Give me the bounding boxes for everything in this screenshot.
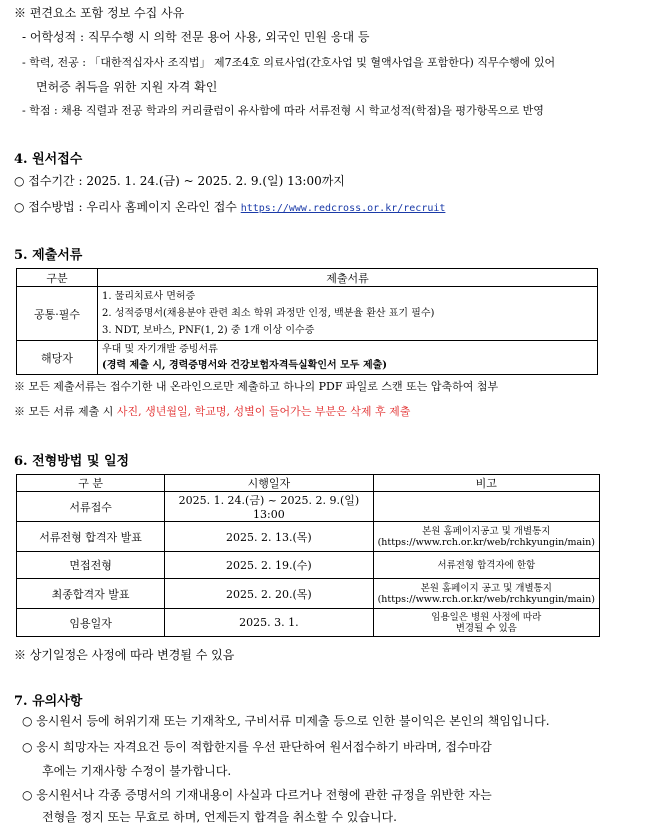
table-row — [17, 579, 600, 609]
doc-category: 해당자 — [17, 341, 98, 375]
schedule-stage: 서류접수 — [17, 492, 165, 522]
recruit-link[interactable]: https://www.redcross.or.kr/recruit — [240, 203, 446, 214]
application-period: ○ 접수기간 : 2025. 1. 24.(금) ~ 2025. 2. 9.(일) 13:00까지 — [14, 174, 345, 188]
schedule-note: 서류전형 합격자에 한함 — [437, 559, 536, 571]
table-row — [17, 552, 600, 579]
documents-warning — [14, 403, 410, 419]
notice-item: - 어학성적 : 직무수행 시 의학 전문 용어 사용, 외국인 민원 응대 등 — [22, 30, 370, 44]
table-row — [17, 287, 598, 341]
schedule-date: 2025. 2. 19.(수) — [165, 552, 373, 579]
caution-item: ○ 응시 희망자는 자격요건 등이 적합한지를 우선 판단하여 원서접수하기 바라며, 접수마감 — [22, 740, 492, 754]
schedule-stage: 면접전형 — [17, 552, 165, 579]
notice-item: 면허증 취득을 위한 지원 자격 확인 — [36, 80, 218, 94]
schedule-note: 본원 홈페이지 공고 및 개별통지 — [420, 582, 552, 594]
schedule-note-url: (https://www.rch.or.kr/web/rchkyungin/main) — [377, 593, 595, 605]
doc-item: 1. 물리치료사 면허증 — [102, 291, 196, 302]
section-title-schedule: 6. 전형방법 및 일정 — [14, 454, 130, 469]
application-method — [14, 198, 445, 215]
doc-item: 우대 및 자기개발 증빙서류 — [102, 343, 218, 355]
table-header: 제출서류 — [98, 269, 598, 287]
table-header: 구 분 — [17, 475, 165, 492]
table-row — [17, 609, 600, 637]
documents-warning-prefix: ※ 모든 서류 제출 시 — [14, 405, 117, 418]
schedule-note-footer: ※ 상기일정은 사정에 따라 변경될 수 있음 — [14, 648, 235, 662]
section-title-application: 4. 원서접수 — [14, 152, 83, 167]
schedule-stage: 최종합격자 발표 — [17, 579, 165, 609]
notice-item: - 학점 : 채용 직렬과 전공 학과의 커리큘럼이 유사함에 따라 서류전형 시 학교성적(학점)을 평가항목으로 반영 — [22, 104, 544, 117]
doc-item: (경력 제출 시, 경력증명서와 건강보험자격득실확인서 모두 제출) — [102, 359, 387, 371]
schedule-date: 2025. 2. 13.(목) — [165, 522, 373, 552]
table-row — [17, 341, 598, 375]
schedule-note: 변경될 수 있음 — [455, 622, 517, 634]
caution-item: ○ 응시원서 등에 허위기재 또는 기재착오, 구비서류 미제출 등으로 인한 불이익은 본인의 책임입니다. — [22, 714, 550, 728]
table-header: 구분 — [17, 269, 98, 287]
doc-item: 2. 성적증명서(채용분야 관련 최소 학위 과정만 인정, 백분율 환산 표기 필수) — [102, 308, 435, 319]
caution-item: ○ 응시원서나 각종 증명서의 기재내용이 사실과 다르거나 전형에 관한 규정을 위반한 자는 — [22, 788, 492, 802]
table-header: 비고 — [373, 475, 599, 492]
table-row — [17, 522, 600, 552]
section-title-cautions: 7. 유의사항 — [14, 694, 83, 709]
section-title-documents: 5. 제출서류 — [14, 248, 83, 263]
caution-item: 후에는 기재사항 수정이 불가합니다. — [42, 764, 232, 778]
schedule-date: 2025. 2. 20.(목) — [165, 579, 373, 609]
documents-warning-red: 사진, 생년월일, 학교명, 성별이 들어가는 부분은 삭제 후 제출 — [116, 405, 411, 418]
table-header: 시행일자 — [165, 475, 373, 492]
table-row — [17, 492, 600, 522]
schedule-date: 2025. 3. 1. — [165, 609, 373, 637]
schedule-date: 2025. 1. 24.(금) ~ 2025. 2. 9.(일) 13:00 — [165, 492, 373, 522]
caution-item: 전형을 정지 또는 무효로 하며, 언제든지 합격을 취소할 수 있습니다. — [42, 810, 397, 824]
documents-note: ※ 모든 제출서류는 접수기한 내 온라인으로만 제출하고 하나의 PDF 파일로 스캔 또는 압축하여 첨부 — [14, 380, 499, 393]
notice-title: ※ 편견요소 포함 정보 수집 사유 — [14, 6, 185, 20]
notice-item: - 학력, 전공 : 「대한적십자사 조직법」 제7조4호 의료사업(간호사업 및 혈액사업을 포함한다) 직무수행에 있어 — [22, 56, 556, 69]
schedule-stage: 서류전형 합격자 발표 — [17, 522, 165, 552]
schedule-note: 본원 홈페이지공고 및 개별통지 — [422, 525, 551, 537]
schedule-table — [16, 474, 600, 637]
schedule-stage: 임용일자 — [17, 609, 165, 637]
schedule-note: 임용일은 병원 사정에 따라 — [431, 611, 542, 623]
documents-table — [16, 268, 598, 375]
schedule-note-url: (https://www.rch.or.kr/web/rchkyungin/main) — [377, 536, 595, 548]
application-method-label: ○ 접수방법 : 우리사 홈페이지 온라인 접수 — [14, 200, 237, 214]
doc-item: 3. NDT, 보바스, PNF(1, 2) 중 1개 이상 이수증 — [102, 325, 315, 336]
doc-category: 공통·필수 — [17, 287, 98, 341]
